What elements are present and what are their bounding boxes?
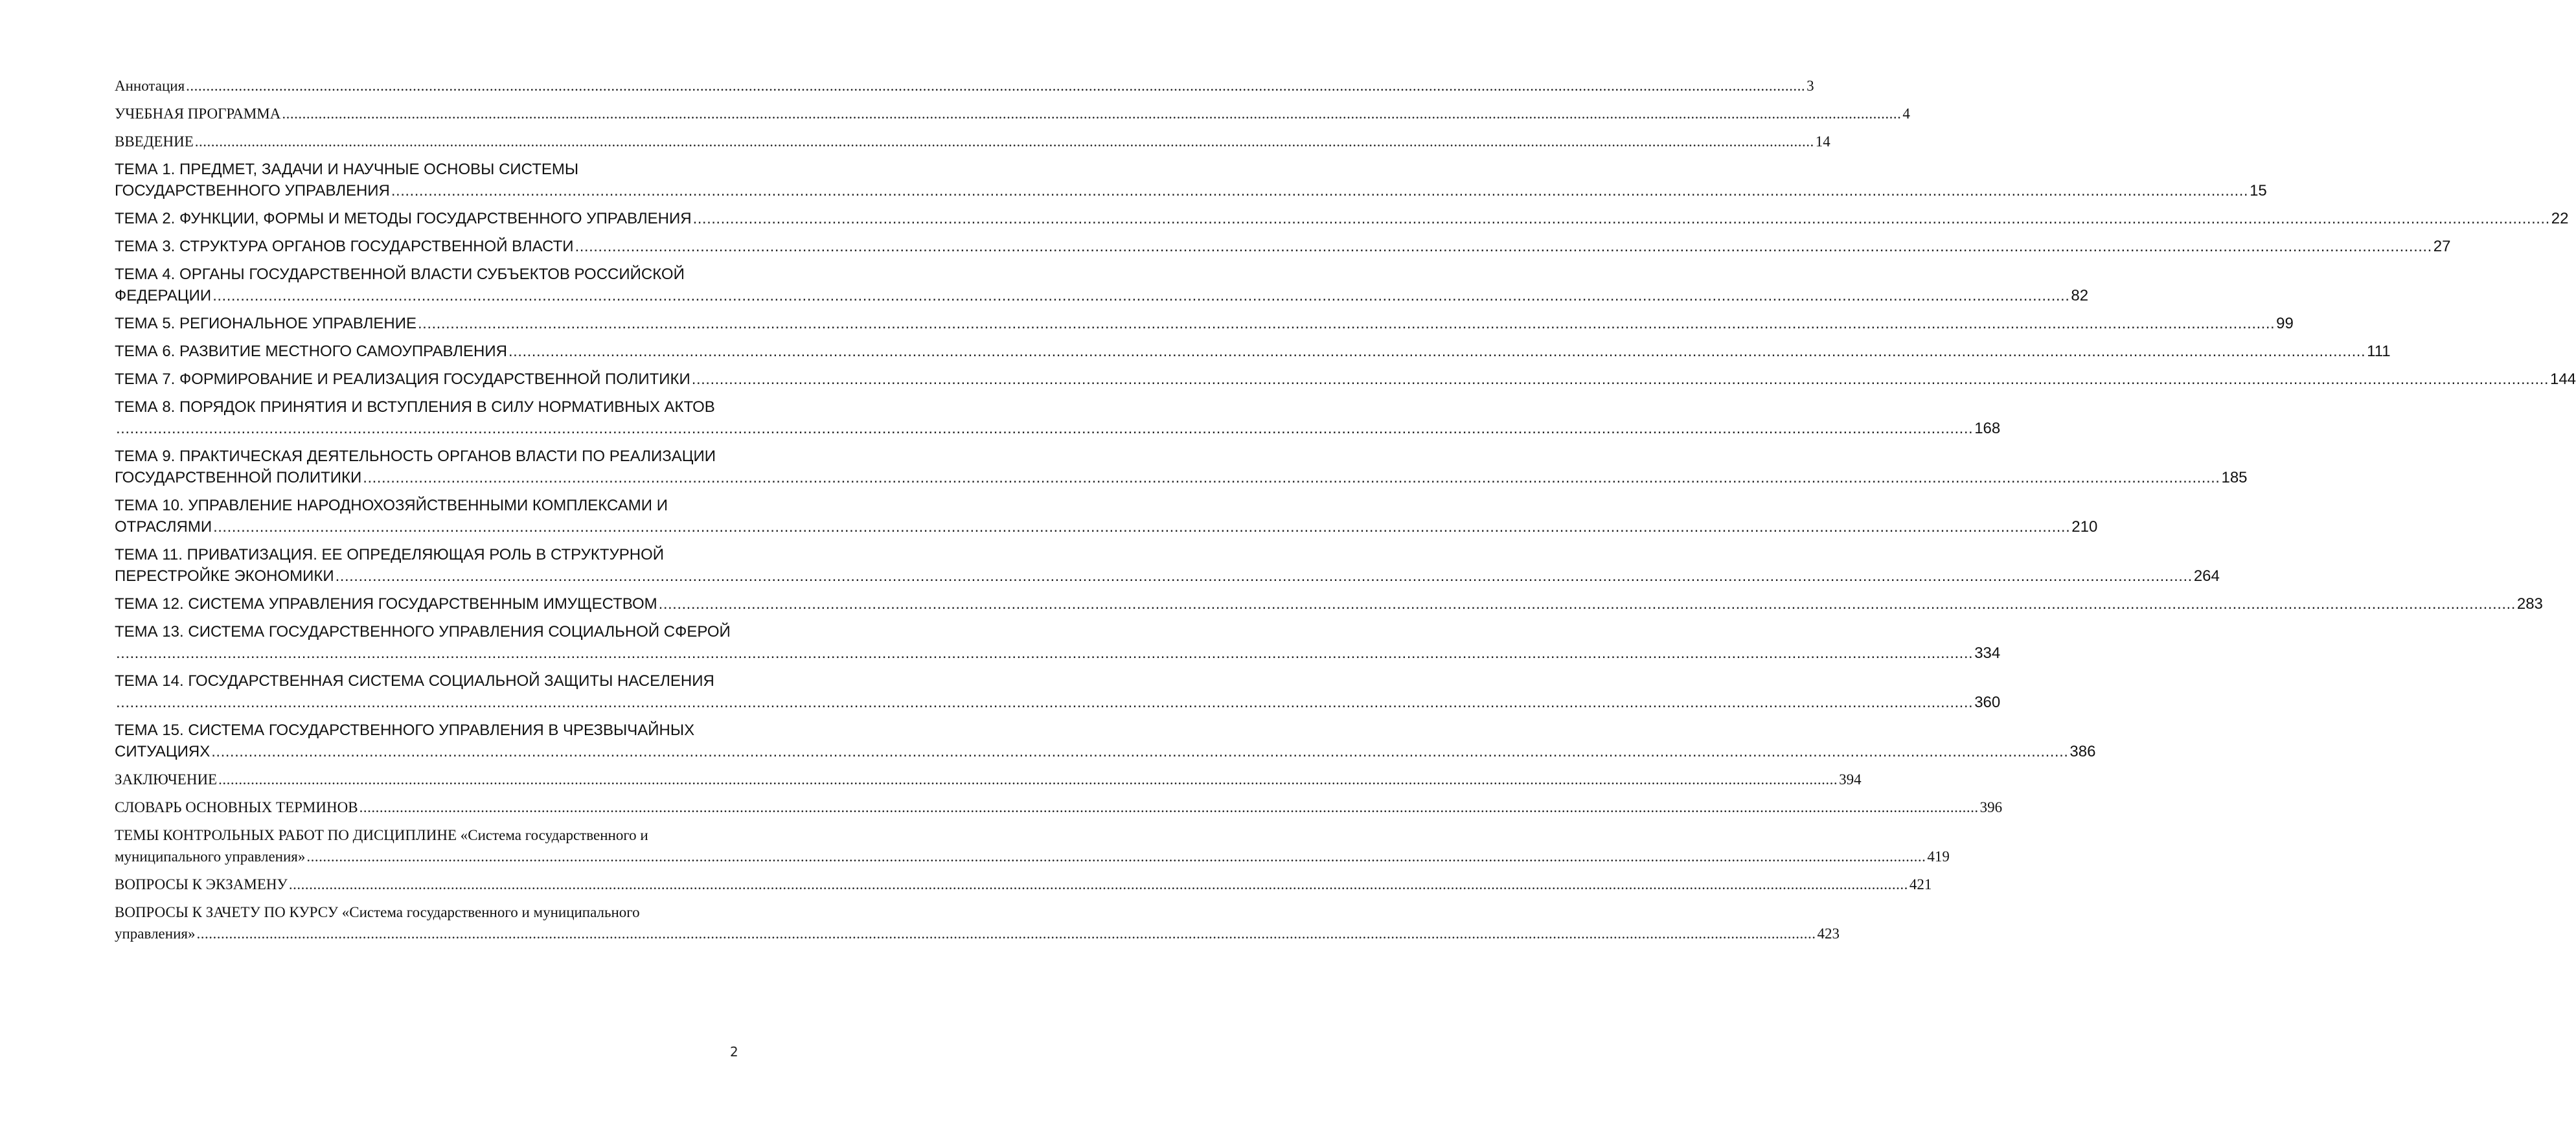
dot-leader: ................................................................................................................................................................................................................................................................................................................................................................................................................ [306,848,1926,865]
toc-entry-leader-line [115,208,2569,229]
dot-leader: ................................................................................................................................................................................................................................................................................................................................................................................................................ [212,287,2070,304]
toc-entry[interactable] [115,208,2569,229]
toc-entry[interactable] [115,824,1950,867]
toc-entry[interactable] [115,720,2096,762]
toc-entry-title-line: ТЕМА 13. СИСТЕМА ГОСУДАРСТВЕННОГО УПРАВЛЕНИЯ СОЦИАЛЬНОЙ СФЕРОЙ [115,623,731,641]
toc-entry[interactable] [115,75,1814,97]
page-number: 2 [730,1044,738,1060]
toc-entry-leader-line [115,692,2001,713]
toc-entry-title-line: ТЕМА 1. ПРЕДМЕТ, ЗАДАЧИ И НАУЧНЫЕ ОСНОВЫ СИСТЕМЫ [115,161,579,178]
dot-leader: ................................................................................................................................................................................................................................................................................................................................................................................................................ [508,343,2366,360]
toc-entry-leader-line [115,467,2248,488]
toc-entry[interactable] [115,396,2001,439]
toc-entry[interactable] [115,769,1862,790]
toc-entry-page: 210 [2071,518,2098,536]
toc-entry-title-line: УЧЕБНАЯ ПРОГРАММА [115,106,281,122]
dot-leader: ................................................................................................................................................................................................................................................................................................................................................................................................................ [186,78,1806,94]
toc-entry-title-line: СИТУАЦИЯХ [115,743,211,760]
toc-entry-leader-line [115,565,2220,587]
toc-entry-leader-line [115,75,1814,97]
toc-entry-leader-line [115,923,1840,944]
dot-leader: ................................................................................................................................................................................................................................................................................................................................................................................................................ [288,876,1908,892]
toc-entry[interactable] [115,544,2220,587]
toc-entry-page: 396 [1979,799,2003,815]
toc-entry[interactable] [115,593,2543,615]
toc-entry-page: 264 [2193,567,2220,585]
toc-entry[interactable] [115,103,1910,124]
dot-leader: ................................................................................................................................................................................................................................................................................................................................................................................................................ [213,518,2071,536]
toc-entry-page: 82 [2071,287,2089,304]
toc-entry-title-line: муниципального управления» [115,848,306,865]
toc-entry-page: 283 [2516,595,2543,613]
toc-entry-leader-line [115,236,2451,257]
toc-entry-title-line: ТЕМА 2. ФУНКЦИИ, ФОРМЫ И МЕТОДЫ ГОСУДАРСТВЕННОГО УПРАВЛЕНИЯ [115,210,692,227]
table-of-contents [115,75,2576,951]
toc-entry-leader-line [115,131,1830,152]
toc-entry-title-line: ЗАКЛЮЧЕНИЕ [115,771,218,788]
dot-leader: ................................................................................................................................................................................................................................................................................................................................................................................................................ [363,469,2220,486]
toc-entry-page: 168 [1974,420,2001,437]
toc-entry-leader-line [115,741,2096,762]
toc-entry-title-line: ФЕДЕРАЦИИ [115,287,212,304]
toc-entry-leader-line [115,769,1862,790]
dot-leader: ................................................................................................................................................................................................................................................................................................................................................................................................................ [116,644,1974,662]
toc-entry-title-line: СЛОВАРЬ ОСНОВНЫХ ТЕРМИНОВ [115,799,358,815]
toc-entry-title-line: ПЕРЕСТРОЙКЕ ЭКОНОМИКИ [115,567,334,585]
toc-entry-leader-line [115,369,2576,390]
toc-entry[interactable] [115,902,1840,944]
toc-entry[interactable] [115,131,1830,152]
toc-entry[interactable] [115,341,2391,362]
toc-entry-title-line: ОТРАСЛЯМИ [115,518,212,536]
toc-entry-page: 99 [2276,315,2294,332]
toc-entry-title-line: ТЕМА 6. РАЗВИТИЕ МЕСТНОГО САМОУПРАВЛЕНИЯ [115,343,507,360]
dot-leader: ................................................................................................................................................................................................................................................................................................................................................................................................................ [196,926,1816,942]
dot-leader: ................................................................................................................................................................................................................................................................................................................................................................................................................ [691,370,2549,388]
toc-entry-title-line: ТЕМА 5. РЕГИОНАЛЬНОЕ УПРАВЛЕНИЕ [115,315,416,332]
toc-entry-title-line: ТЕМА 12. СИСТЕМА УПРАВЛЕНИЯ ГОСУДАРСТВЕННЫМ ИМУЩЕСТВОМ [115,595,657,613]
toc-entry-title-line: ТЕМА 14. ГОСУДАРСТВЕННАЯ СИСТЕМА СОЦИАЛЬНОЙ ЗАЩИТЫ НАСЕЛЕНИЯ [115,672,714,690]
toc-entry[interactable] [115,236,2451,257]
dot-leader: ................................................................................................................................................................................................................................................................................................................................................................................................................ [575,238,2432,255]
dot-leader: ................................................................................................................................................................................................................................................................................................................................................................................................................ [391,182,2249,199]
toc-entry-page: 3 [1807,78,1814,94]
toc-entry-title-line: ТЕМА 3. СТРУКТУРА ОРГАНОВ ГОСУДАРСТВЕННОЙ ВЛАСТИ [115,238,574,255]
toc-entry-page: 419 [1927,848,1950,865]
dot-leader: ................................................................................................................................................................................................................................................................................................................................................................................................................ [116,694,1974,711]
dot-leader: ................................................................................................................................................................................................................................................................................................................................................................................................................ [211,743,2069,760]
toc-entry[interactable] [115,264,2089,306]
dot-leader: ................................................................................................................................................................................................................................................................................................................................................................................................................ [282,106,1902,122]
toc-entry[interactable] [115,495,2098,538]
toc-entry-page: 4 [1902,106,1910,122]
toc-entry-page: 360 [1974,694,2001,711]
toc-entry[interactable] [115,621,2001,664]
toc-entry[interactable] [115,874,1932,895]
toc-entry-page: 185 [2221,469,2248,486]
dot-leader: ................................................................................................................................................................................................................................................................................................................................................................................................................ [116,420,1974,437]
toc-entry-page: 22 [2551,210,2569,227]
dot-leader: ................................................................................................................................................................................................................................................................................................................................................................................................................ [218,771,1838,788]
toc-entry[interactable] [115,446,2248,488]
toc-entry-title-line: ГОСУДАРСТВЕННОГО УПРАВЛЕНИЯ [115,182,390,199]
toc-entry-leader-line [115,516,2098,538]
toc-entry-page: 27 [2433,238,2451,255]
toc-entry-leader-line [115,642,2001,664]
dot-leader: ................................................................................................................................................................................................................................................................................................................................................................................................................ [658,595,2516,613]
toc-entry-leader-line [115,797,2003,818]
toc-entry-title-line: ТЕМА 10. УПРАВЛЕНИЕ НАРОДНОХОЗЯЙСТВЕННЫМИ КОМПЛЕКСАМИ И [115,497,668,514]
toc-entry-title-line: ВОПРОСЫ К ЗАЧЕТУ ПО КУРСУ «Система государственного и муниципального [115,904,640,920]
toc-entry-page: 14 [1815,133,1830,150]
toc-entry-title-line: ТЕМА 11. ПРИВАТИЗАЦИЯ. ЕЕ ОПРЕДЕЛЯЮЩАЯ РОЛЬ В СТРУКТУРНОЙ [115,546,665,563]
toc-entry-leader-line [115,103,1910,124]
toc-entry-title-line: ТЕМА 4. ОРГАНЫ ГОСУДАРСТВЕННОЙ ВЛАСТИ СУБЪЕКТОВ РОССИЙСКОЙ [115,266,685,283]
toc-entry-title-line: ГОСУДАРСТВЕННОЙ ПОЛИТИКИ [115,469,362,486]
toc-entry-title-line: ТЕМЫ КОНТРОЛЬНЫХ РАБОТ ПО ДИСЦИПЛИНЕ «Система государственного и [115,827,648,843]
toc-entry[interactable] [115,313,2294,334]
dot-leader: ................................................................................................................................................................................................................................................................................................................................................................................................................ [692,210,2550,227]
toc-entry-title-line: ВВЕДЕНИЕ [115,133,194,150]
dot-leader: ................................................................................................................................................................................................................................................................................................................................................................................................................ [359,799,1979,815]
toc-entry-leader-line [115,180,2267,201]
toc-entry-leader-line [115,593,2543,615]
toc-entry[interactable] [115,369,2576,390]
toc-entry-leader-line [115,285,2089,306]
toc-entry-title-line: Аннотация [115,78,185,94]
toc-entry-title-line: ТЕМА 9. ПРАКТИЧЕСКАЯ ДЕЯТЕЛЬНОСТЬ ОРГАНОВ ВЛАСТИ ПО РЕАЛИЗАЦИИ [115,448,716,465]
dot-leader: ................................................................................................................................................................................................................................................................................................................................................................................................................ [417,315,2275,332]
dot-leader: ................................................................................................................................................................................................................................................................................................................................................................................................................ [194,133,1814,150]
toc-entry-leader-line [115,418,2001,439]
toc-entry-title-line: управления» [115,926,196,942]
toc-entry-page: 334 [1974,644,2001,662]
toc-entry-leader-line [115,846,1950,867]
toc-entry-page: 421 [1909,876,1932,892]
toc-entry-title-line: ВОПРОСЫ К ЭКЗАМЕНУ [115,876,288,892]
toc-entry-page: 15 [2250,182,2267,199]
toc-entry-page: 386 [2069,743,2096,760]
toc-entry-page: 111 [2367,343,2391,360]
toc-entry-page: 423 [1817,926,1840,942]
toc-entry-page: 394 [1839,771,1862,788]
toc-entry-leader-line [115,313,2294,334]
toc-entry[interactable] [115,159,2267,201]
toc-entry-title-line: ТЕМА 15. СИСТЕМА ГОСУДАРСТВЕННОГО УПРАВЛЕНИЯ В ЧРЕЗВЫЧАЙНЫХ [115,721,695,739]
toc-entry-leader-line [115,341,2391,362]
toc-entry[interactable] [115,670,2001,713]
toc-entry-page: 144 [2549,370,2576,388]
dot-leader: ................................................................................................................................................................................................................................................................................................................................................................................................................ [335,567,2193,585]
toc-entry-leader-line [115,874,1932,895]
toc-entry-title-line: ТЕМА 8. ПОРЯДОК ПРИНЯТИЯ И ВСТУПЛЕНИЯ В СИЛУ НОРМАТИВНЫХ АКТОВ [115,398,715,416]
toc-entry-title-line: ТЕМА 7. ФОРМИРОВАНИЕ И РЕАЛИЗАЦИЯ ГОСУДАРСТВЕННОЙ ПОЛИТИКИ [115,370,690,388]
toc-entry[interactable] [115,797,2003,818]
